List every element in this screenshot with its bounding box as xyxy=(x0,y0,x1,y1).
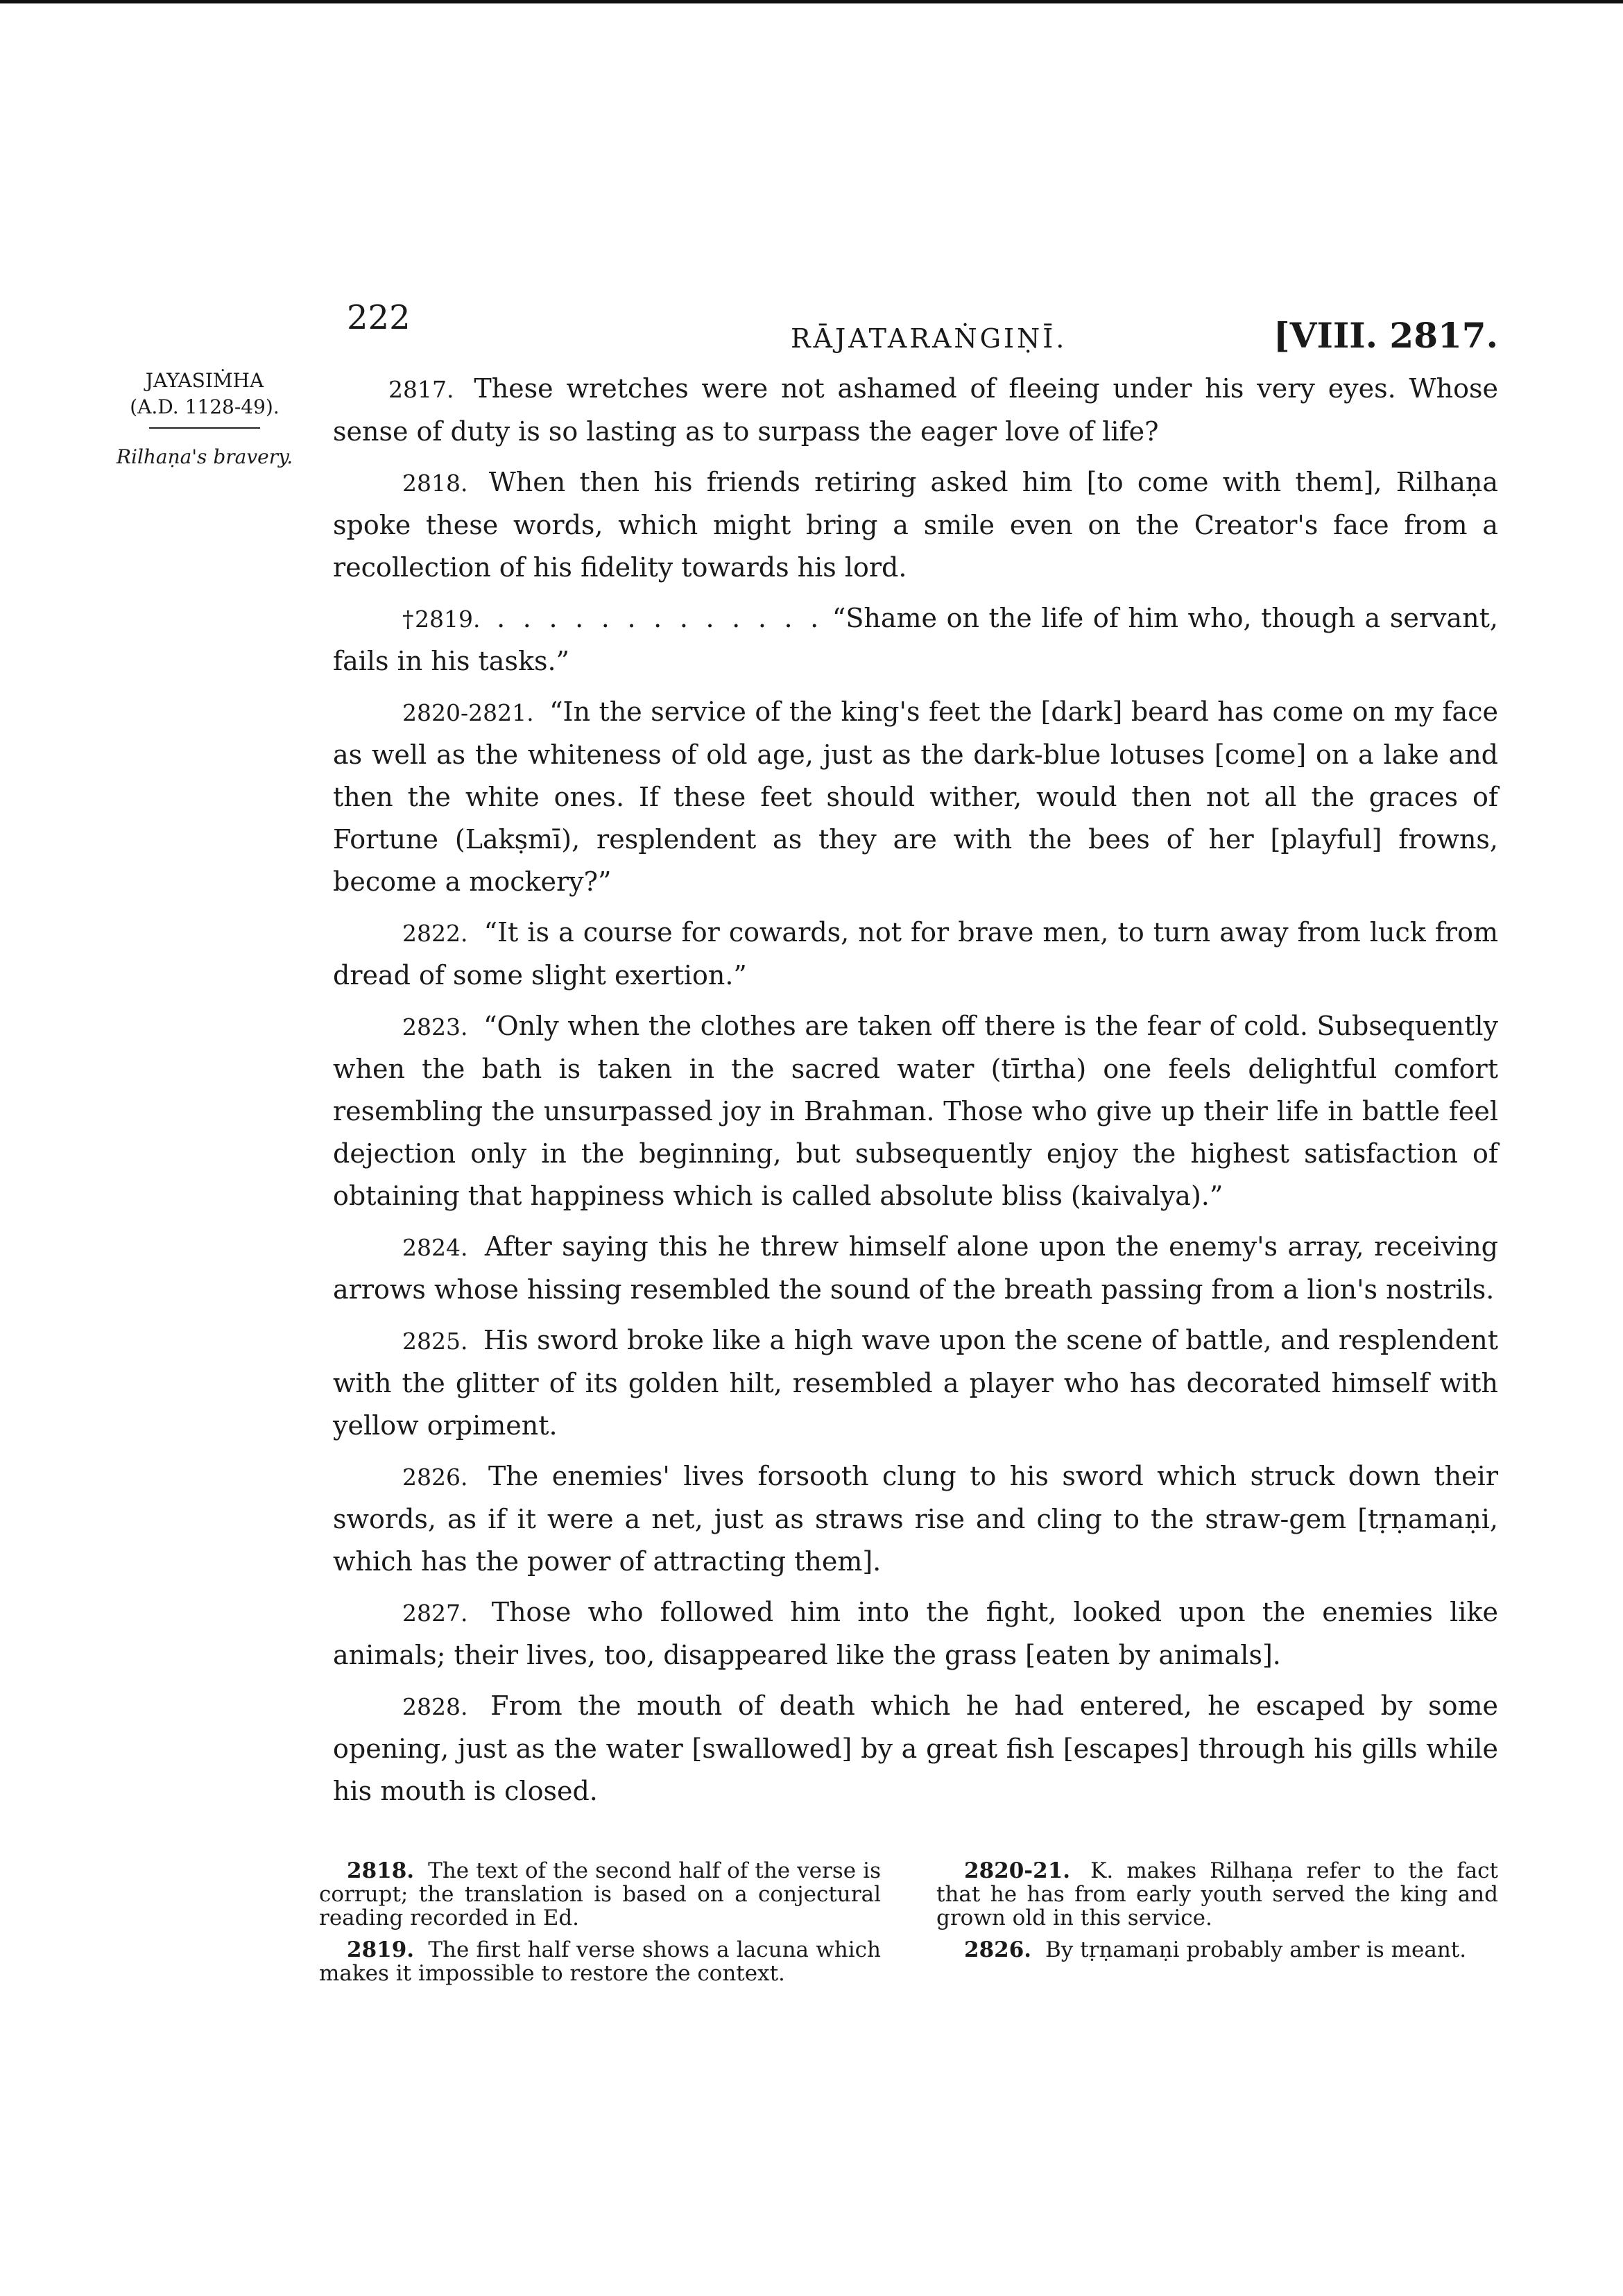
footnote-text: K. makes Rilhaṇa refer to the fact that he has from early youth served the king and grown old in this service. xyxy=(936,1858,1499,1930)
page-number: 222 xyxy=(347,298,411,337)
verse-text: After saying this he threw himself alone upon the enemy's array, receiving arrows whose hissing resembled the sound of the breath passing from a lion's nostrils. xyxy=(333,1231,1498,1305)
verse-paragraph xyxy=(333,1685,1498,1813)
verse-translation-body xyxy=(333,368,1498,1821)
verse-text: “In the service of the king's feet the [dark] beard has come on my face as well as the whiteness of old age, just as the dark-blue lotuses [come] on a lake and then the white ones. If these feet should wither, would then not all the graces of Fortune (Lakṣmī), resplendent as they are with the bees of her [playful] frowns, become a mockery?” xyxy=(333,696,1498,897)
section-reference: [VIII. 2817. xyxy=(1273,315,1498,356)
footnote xyxy=(936,1938,1498,1962)
verse-paragraph xyxy=(333,1226,1498,1311)
footnote-text: The first half verse shows a lacuna which makes it impossible to restore the context. xyxy=(319,1937,881,1986)
footnote-text: The text of the second half of the verse is corrupt; the translation is based on a conjectural reading recorded in Ed. xyxy=(319,1858,881,1930)
verse-number: 2823. xyxy=(402,1013,468,1040)
footnote xyxy=(936,1859,1498,1930)
verse-text: Those who followed him into the fight, looked upon the enemies like animals; their lives, too, disappeared like the grass [eaten by animals]. xyxy=(333,1597,1498,1670)
verse-text: The enemies' lives forsooth clung to his sword which struck down their swords, as if it were a net, just as straws rise and cling to the straw-gem [tṛṇamaṇi, which has the power of attracting them]. xyxy=(333,1461,1498,1577)
lacuna-dots: . . . . . . . . . . . . . xyxy=(497,603,823,633)
footnote xyxy=(319,1859,881,1930)
verse-paragraph xyxy=(333,1005,1498,1217)
verse-number: 2818. xyxy=(402,470,468,497)
verse-number: 2825. xyxy=(402,1328,468,1355)
footnote-text: By tṛṇamaṇi probably amber is meant. xyxy=(1045,1937,1467,1962)
footnote xyxy=(319,1938,881,1985)
verse-paragraph xyxy=(333,1455,1498,1583)
margin-ruler-dates: (A.D. 1128-49). xyxy=(130,395,280,418)
verse-text: These wretches were not ashamed of fleeing under his very eyes. Whose sense of duty is so lasting as to surpass the eager love of life? xyxy=(333,373,1498,447)
footnote-number: 2826. xyxy=(964,1937,1032,1962)
verse-paragraph xyxy=(333,1319,1498,1447)
verse-paragraph xyxy=(333,1591,1498,1677)
footnote-column-left xyxy=(319,1859,881,1994)
verse-number: 2828. xyxy=(402,1693,468,1720)
verse-paragraph xyxy=(333,461,1498,589)
verse-text: His sword broke like a high wave upon the scene of battle, and resplendent with the glitter of its golden hilt, resembled a player who has decorated himself with yellow orpiment. xyxy=(333,1325,1498,1441)
verse-number: 2822. xyxy=(402,920,468,947)
verse-text: “Only when the clothes are taken off there is the fear of cold. Subsequently when the bath is taken in the sacred water (tīrtha) one feels delightful comfort resembling the unsurpassed joy in Brahman. Those who give up their life in battle feel dejection only in the beginning, but subsequently enjoy the highest satisfaction of obtaining that happiness which is called absolute bliss (kaivalya).” xyxy=(333,1011,1498,1211)
verse-number: †2819. xyxy=(402,606,481,633)
verse-text: When then his friends retiring asked him [to come with them], Rilhaṇa spoke these words, which might bring a smile even on the Creator's face from a recollection of his fidelity towards his lord. xyxy=(333,467,1498,583)
verse-number: 2817. xyxy=(388,376,454,403)
top-border-line xyxy=(0,0,1623,3)
verse-paragraph xyxy=(333,597,1498,683)
footnote-number: 2818. xyxy=(347,1858,415,1883)
verse-number: 2824. xyxy=(402,1234,468,1261)
verse-number: 2826. xyxy=(402,1464,468,1491)
margin-ruler-name: JAYASIṀHA xyxy=(145,369,264,392)
verse-number: 2827. xyxy=(402,1600,468,1627)
margin-column xyxy=(90,368,319,468)
running-header xyxy=(347,298,1498,354)
footnote-number: 2819. xyxy=(347,1937,415,1962)
verse-paragraph xyxy=(333,911,1498,997)
footnote-column-right xyxy=(936,1859,1498,1994)
verse-text: “It is a course for cowards, not for brave men, to turn away from luck from dread of some slight exertion.” xyxy=(333,917,1498,991)
verse-paragraph xyxy=(333,691,1498,903)
verse-number: 2820-2821. xyxy=(402,699,534,726)
margin-divider xyxy=(149,427,260,429)
margin-note: Rilhaṇa's bravery. xyxy=(116,445,293,468)
verse-paragraph xyxy=(333,368,1498,453)
verse-text: “Shame on the life of him who, though a servant, fails in his tasks.” xyxy=(333,603,1499,676)
footnote-number: 2820-21. xyxy=(964,1858,1071,1883)
running-title: RĀJATARAṄGIṆĪ. xyxy=(791,323,1067,354)
footnotes xyxy=(319,1859,1498,1994)
verse-text: From the mouth of death which he had entered, he escaped by some opening, just as the water [swallowed] by a great fish [escapes] through his gills while his mouth is closed. xyxy=(333,1690,1498,1806)
